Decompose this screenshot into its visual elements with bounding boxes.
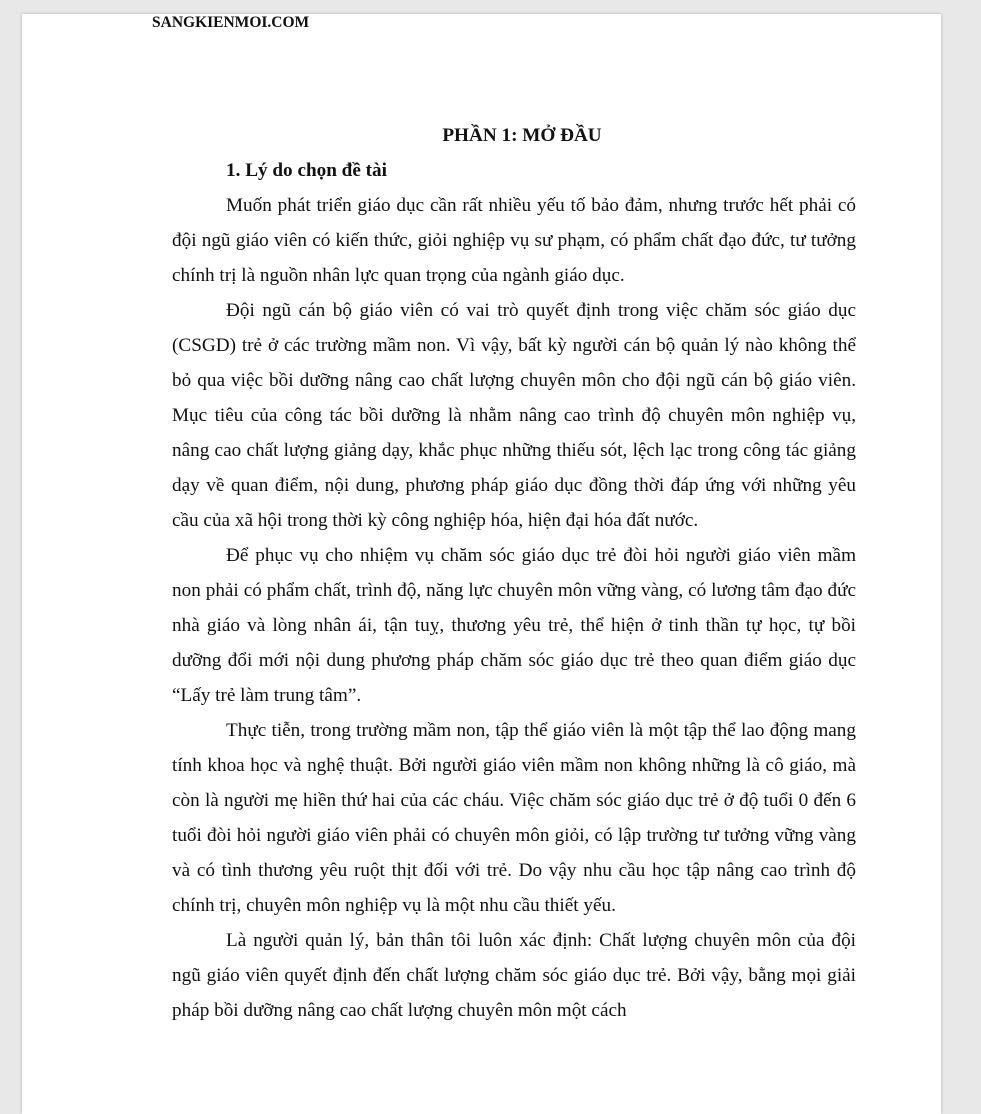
- section-heading: 1. Lý do chọn đề tài: [226, 160, 387, 181]
- document-page: [22, 14, 941, 1114]
- paragraph: Để phục vụ cho nhiệm vụ chăm sóc giáo dục trẻ đòi hỏi người giáo viên mầm non phải có phẩm chất, trình độ, năng lực chuyên môn vững vàng, có lương tâm đạo đức nhà giáo và lòng nhân ái, tận tuỵ, thương yêu trẻ, thể hiện ở tinh thần tự học, tự bồi dưỡng đổi mới nội dung phương pháp chăm sóc giáo dục trẻ theo quan điểm giáo dục “Lấy trẻ làm trung tâm”.: [172, 545, 856, 706]
- document-body: [172, 118, 856, 1028]
- paragraph: Thực tiễn, trong trường mầm non, tập thể giáo viên là một tập thể lao động mang tính khoa học và nghệ thuật. Bởi người giáo viên mầm non không những là cô giáo, mà còn là người mẹ hiền thứ hai của các cháu. Việc chăm sóc giáo dục trẻ ở độ tuổi 0 đến 6 tuổi đòi hỏi người giáo viên phải có chuyên môn giỏi, có lập trường tư tưởng vững vàng và có tình thương yêu ruột thịt đối với trẻ. Do vậy nhu cầu học tập nâng cao trình độ chính trị, chuyên môn nghiệp vụ là một nhu cầu thiết yếu.: [172, 720, 856, 916]
- part-title: PHẦN 1: MỞ ĐẦU: [442, 125, 602, 146]
- paragraph: Đội ngũ cán bộ giáo viên có vai trò quyết định trong việc chăm sóc giáo dục (CSGD) trẻ ở các trường mầm non. Vì vậy, bất kỳ người cán bộ quản lý nào không thể bỏ qua việc bồi dưỡng nâng cao chất lượng chuyên môn cho đội ngũ cán bộ giáo viên. Mục tiêu của công tác bồi dưỡng là nhằm nâng cao trình độ chuyên môn nghiệp vụ, nâng cao chất lượng giảng dạy, khắc phục những thiếu sót, lệch lạc trong công tác giảng dạy về quan điểm, nội dung, phương pháp giáo dục đồng thời đáp ứng với những yêu cầu của xã hội trong thời kỳ công nghiệp hóa, hiện đại hóa đất nước.: [172, 300, 856, 531]
- site-header: SANGKIENMOI.COM: [152, 14, 310, 31]
- paragraph: Muốn phát triển giáo dục cần rất nhiều yếu tố bảo đảm, nhưng trước hết phải có đội ngũ giáo viên có kiến thức, giỏi nghiệp vụ sư phạm, có phẩm chất đạo đức, tư tưởng chính trị là nguồn nhân lực quan trọng của ngành giáo dục.: [172, 195, 856, 286]
- paragraph: Là người quản lý, bản thân tôi luôn xác định: Chất lượng chuyên môn của đội ngũ giáo viên quyết định đến chất lượng chăm sóc giáo dục trẻ. Bởi vậy, bằng mọi giải pháp bồi dưỡng nâng cao chất lượng chuyên môn một cách: [172, 930, 856, 1021]
